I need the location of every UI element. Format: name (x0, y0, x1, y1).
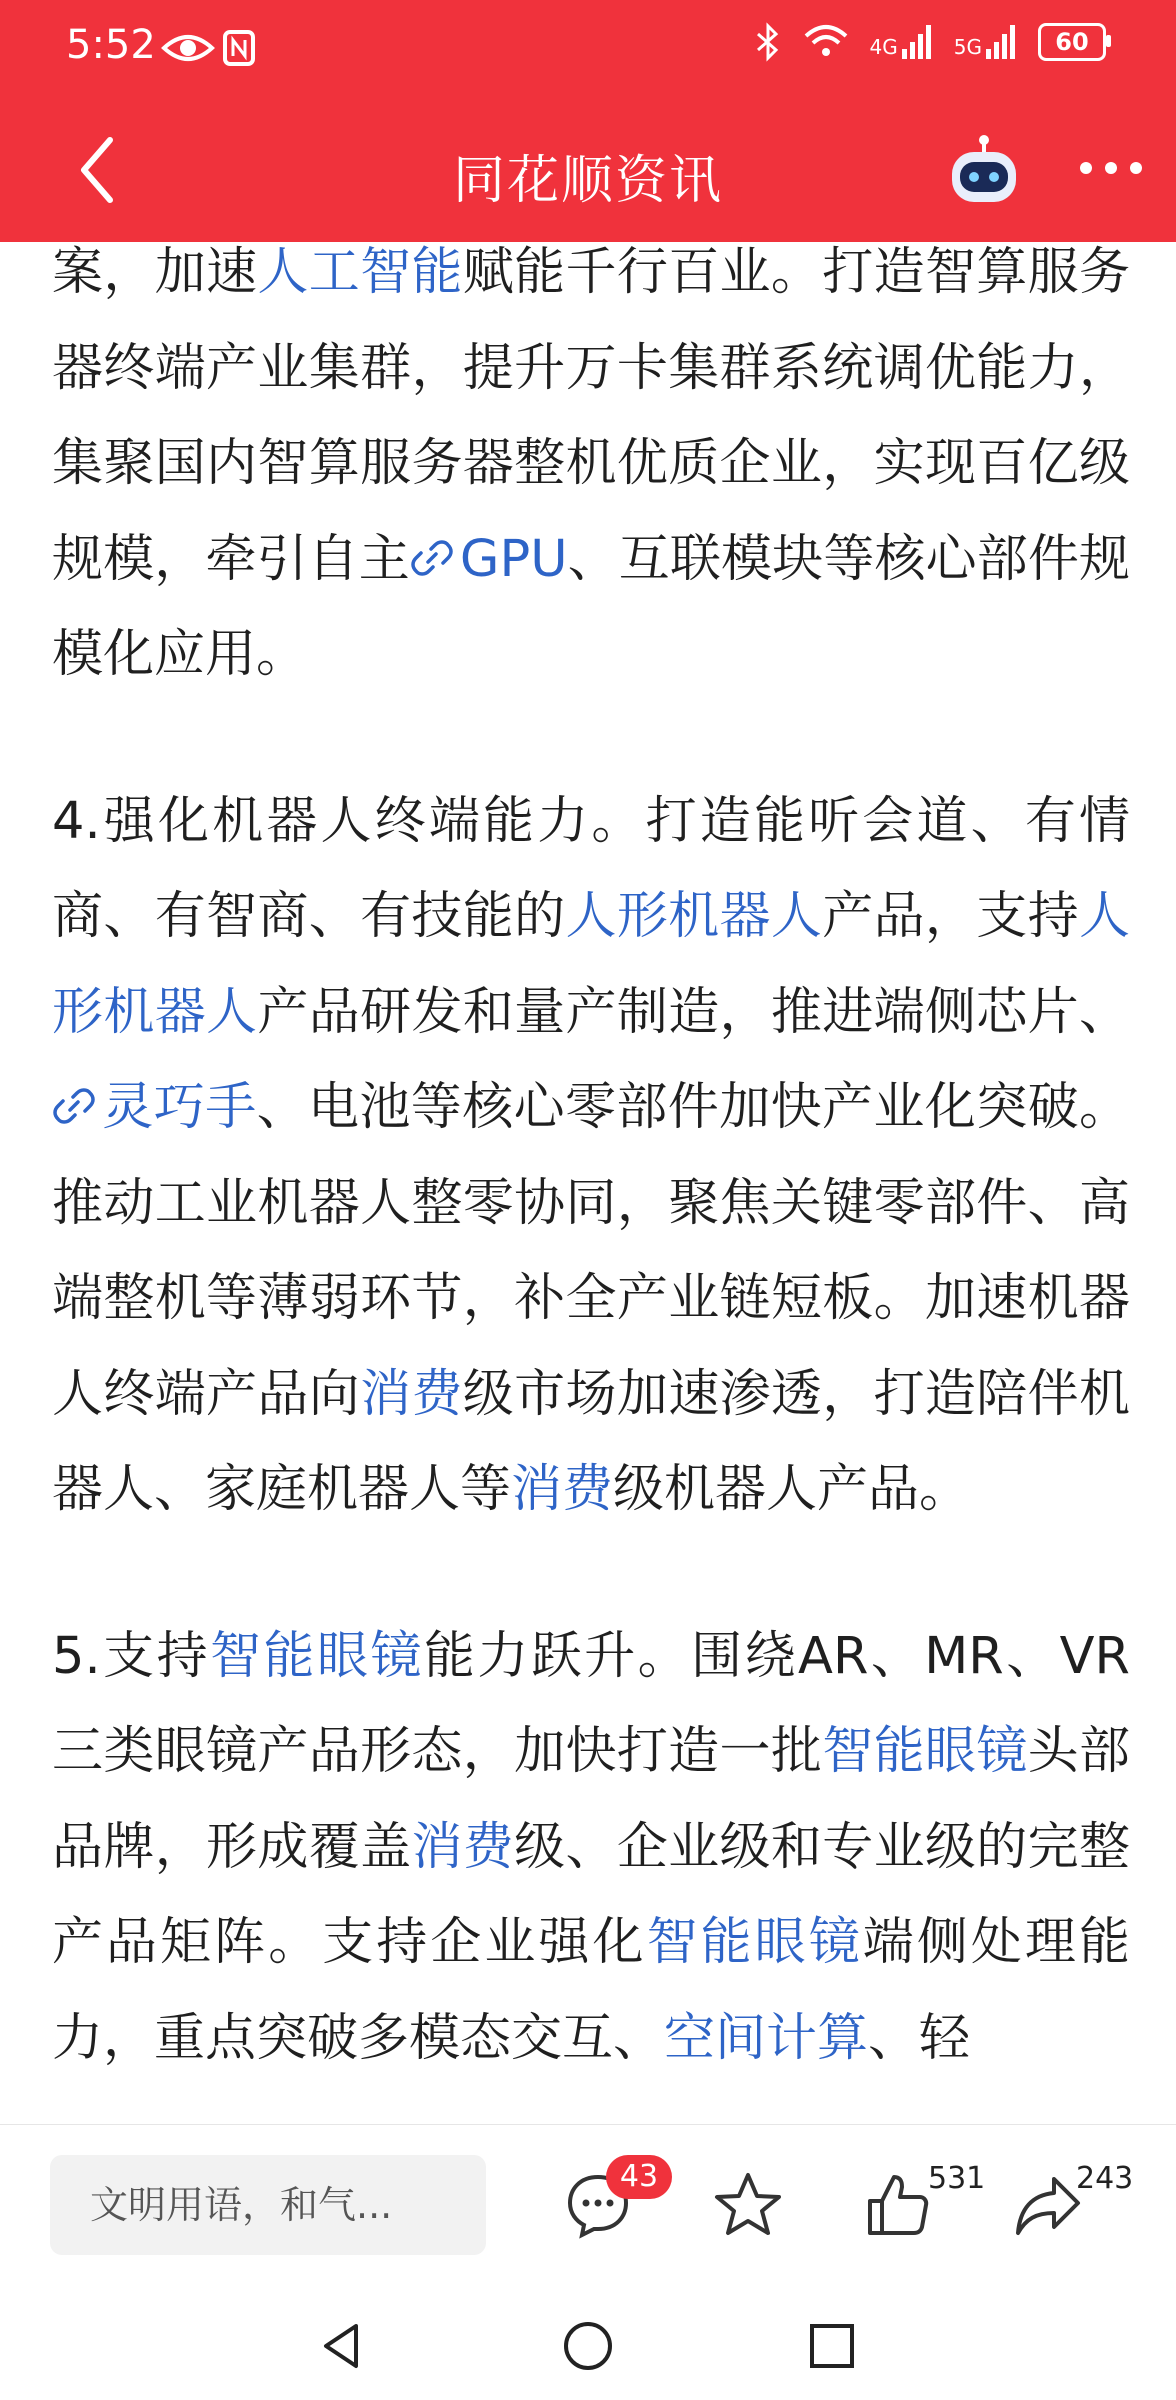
keyword-text: 智能眼镜 (822, 1722, 1028, 1781)
signal-icon (902, 25, 932, 59)
text-run: 案，加速 (52, 243, 258, 302)
text-run: 、轻 (868, 2008, 971, 2068)
nfc-icon (222, 26, 256, 70)
text-run: 产品研发和量产制造，推进端侧芯片、 (257, 982, 1130, 1042)
wifi-icon (804, 24, 848, 60)
text-run: 级、企业级和专业级的完整产品矩阵。支持企业强化 (52, 1817, 1130, 1972)
article-paragraph (52, 774, 1130, 1538)
article-text (257, 983, 1130, 1042)
keyword-link[interactable] (410, 530, 568, 589)
keyword-link[interactable] (647, 1913, 863, 1972)
article-text (868, 2009, 970, 2068)
keyword-text: 消费 (411, 1817, 515, 1877)
keyword-link[interactable] (565, 887, 822, 946)
like-icon[interactable] (862, 2169, 934, 2241)
more-icon[interactable] (1080, 162, 1142, 178)
keyword-link[interactable] (52, 1078, 257, 1137)
link-icon (410, 516, 454, 560)
share-count: 243 (1076, 2161, 1134, 2196)
keyword-text: 人工智能 (257, 243, 463, 302)
text-run: 端侧处理能力，重点突破多模态交互、 (52, 1913, 1130, 2068)
text-run: 5.支持 (52, 1626, 211, 1686)
text-run: 4.强化机器人终端能力。打造能听会道、有情商、有智商、有技能的 (52, 791, 1130, 946)
text-run: 级市场加速渗透，打造陪伴机器人、家庭机器人等 (52, 1364, 1130, 1519)
link-icon (52, 1064, 96, 1108)
keyword-link[interactable] (210, 1627, 424, 1686)
article-paragraph (52, 225, 1130, 703)
like-count: 531 (928, 2161, 986, 2196)
article-text (52, 243, 257, 302)
keyword-text: 灵巧手 (102, 1078, 257, 1137)
keyword-link[interactable] (511, 1460, 613, 1519)
action-bar (0, 2124, 1176, 2287)
keyword-link[interactable] (664, 2009, 868, 2068)
signal-4g (870, 25, 932, 59)
status-bar (0, 0, 1176, 100)
top-bar (0, 0, 1176, 242)
bluetooth-icon (754, 22, 782, 62)
status-right (754, 22, 1106, 62)
keyword-link[interactable] (257, 243, 462, 302)
star-icon[interactable] (712, 2169, 784, 2241)
text-run: 、电池等核心零部件加快产业化突破。推动工业机器人整零协同，聚焦关键零部件、高端整机等薄弱环节，补全产业链短板。加速机器人终端产品向 (52, 1078, 1130, 1424)
keyword-text: 智能眼镜 (646, 1913, 863, 1972)
nav-back-icon[interactable] (312, 2316, 372, 2376)
text-run: 、互联模块等核心部件规模化应用。 (52, 529, 1130, 684)
text-run: 级机器人产品。 (613, 1460, 971, 1519)
article-text (52, 1627, 210, 1686)
signal-5g (954, 25, 1016, 59)
article-paragraph (52, 1609, 1130, 2087)
signal-icon (986, 25, 1016, 59)
article-body (52, 225, 1130, 2157)
navigation-bar (0, 2286, 1176, 2400)
keyword-text: 智能眼镜 (210, 1626, 424, 1686)
text-run: 赋能千行百业。打造智算服务器终端产业集群，提升万卡集群系统调优能力，集聚国内智算服务器整机优质企业，实现百亿级规模，牵引自主 (52, 243, 1130, 589)
page-title: 同花顺资讯 (452, 151, 723, 211)
battery-indicator: 60 (1038, 23, 1106, 61)
network-5g-label: 5G (953, 35, 982, 59)
nav-recents-icon[interactable] (802, 2316, 862, 2376)
keyword-link[interactable] (822, 1722, 1027, 1781)
keyword-text: 消费 (511, 1460, 614, 1519)
status-time: 5:52 (66, 22, 156, 68)
keyword-text: GPU (459, 529, 568, 589)
text-run: 能力跃升。围绕AR、MR、VR三类眼镜产品形态，加快打造一批 (52, 1626, 1130, 1781)
app-bar (0, 100, 1176, 242)
robot-icon[interactable] (946, 132, 1022, 208)
nav-home-icon[interactable] (558, 2316, 618, 2376)
text-run: 头部品牌，形成覆盖 (52, 1722, 1130, 1877)
eye-icon (160, 26, 216, 70)
comment-count-badge: 43 (606, 2155, 672, 2199)
article-text (822, 887, 1079, 946)
keyword-link[interactable] (360, 1365, 463, 1424)
article-text (613, 1460, 970, 1519)
keyword-link[interactable] (411, 1818, 514, 1877)
share-icon[interactable] (1012, 2169, 1084, 2241)
keyword-text: 空间计算 (664, 2008, 869, 2068)
comment-input[interactable]: 文明用语，和气... (50, 2155, 486, 2255)
keyword-text: 消费 (360, 1364, 463, 1424)
keyword-text: 人形机器人 (52, 887, 1130, 1042)
text-run: 产品，支持 (822, 887, 1079, 946)
network-4g-label: 4G (869, 35, 898, 59)
keyword-text: 人形机器人 (565, 887, 823, 946)
